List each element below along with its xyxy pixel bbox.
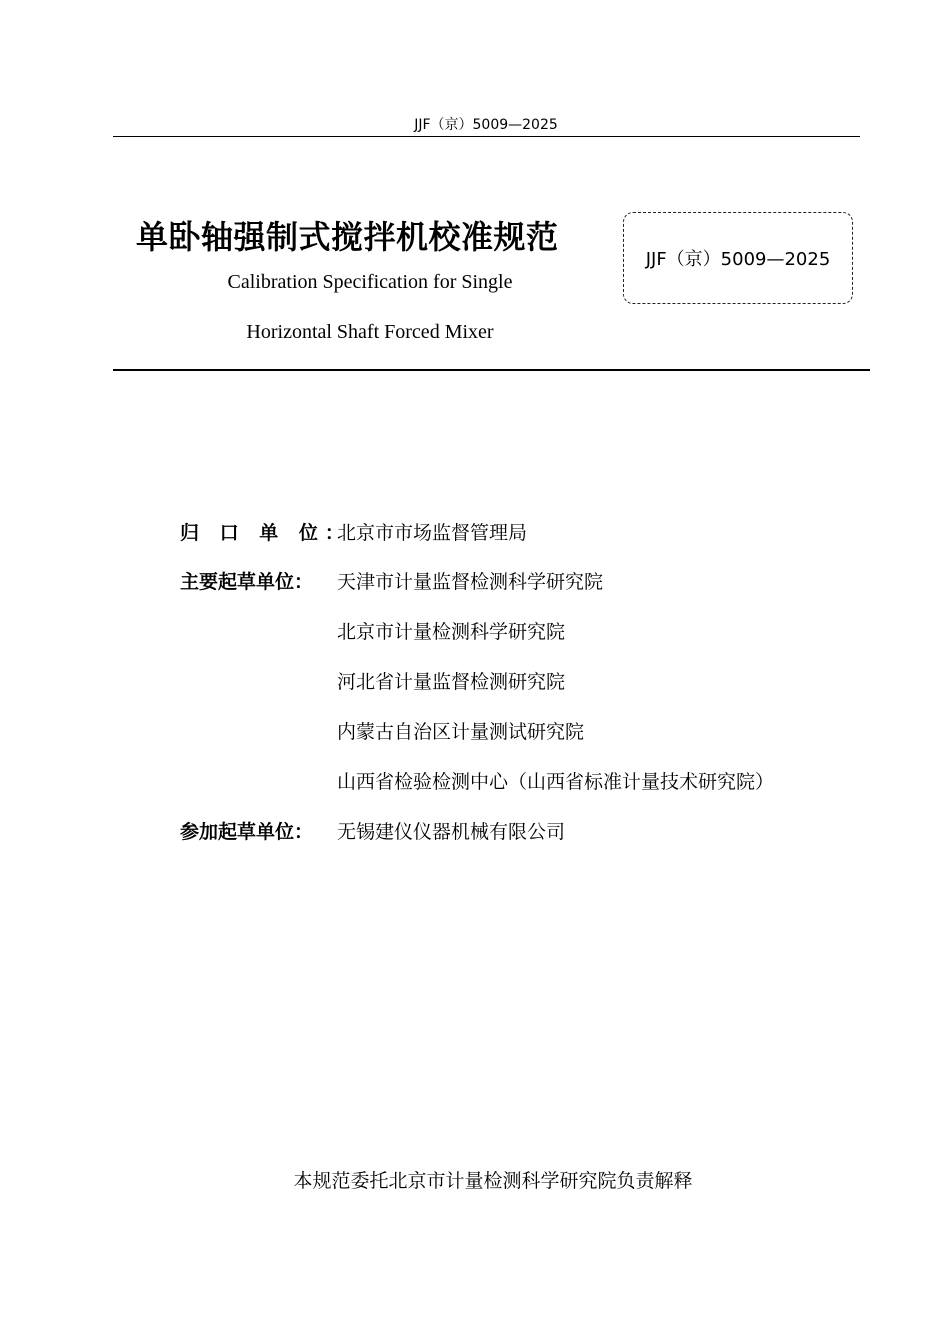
participating-drafting-value: 无锡建仪仪器机械有限公司 (337, 821, 566, 843)
participating-drafting-label: 参加起草单位： (180, 821, 314, 843)
title-divider (113, 369, 870, 371)
responsible-unit-value: 北京市市场监督管理局 (337, 522, 528, 544)
header-standard-code: JJF（京）5009—2025 (414, 117, 558, 133)
responsible-unit-label: 归 口 单 位： (180, 522, 351, 544)
title-chinese: 单卧轴强制式搅拌机校准规范 (136, 218, 559, 256)
main-drafting-row (180, 570, 604, 594)
main-drafting-unit: 山西省检验检测中心（山西省标准计量技术研究院） (337, 771, 775, 793)
standard-code-box (623, 212, 853, 304)
main-drafting-unit: 天津市计量监督检测科学研究院 (337, 571, 604, 593)
responsible-unit-row (180, 521, 528, 545)
header-divider (113, 136, 860, 137)
main-drafting-unit: 内蒙古自治区计量测试研究院 (337, 721, 585, 743)
standard-code-text: JJF（京）5009—2025 (645, 249, 831, 270)
main-drafting-label: 主要起草单位： (180, 571, 314, 593)
main-drafting-unit: 北京市计量检测科学研究院 (337, 621, 566, 643)
title-english-line-2: Horizontal Shaft Forced Mixer (246, 321, 494, 343)
participating-drafting-row (180, 820, 566, 844)
interpretation-note: 本规范委托北京市计量检测科学研究院负责解释 (293, 1170, 693, 1192)
main-drafting-unit: 河北省计量监督检测研究院 (337, 671, 566, 693)
title-english-line-1: Calibration Specification for Single (227, 271, 513, 293)
